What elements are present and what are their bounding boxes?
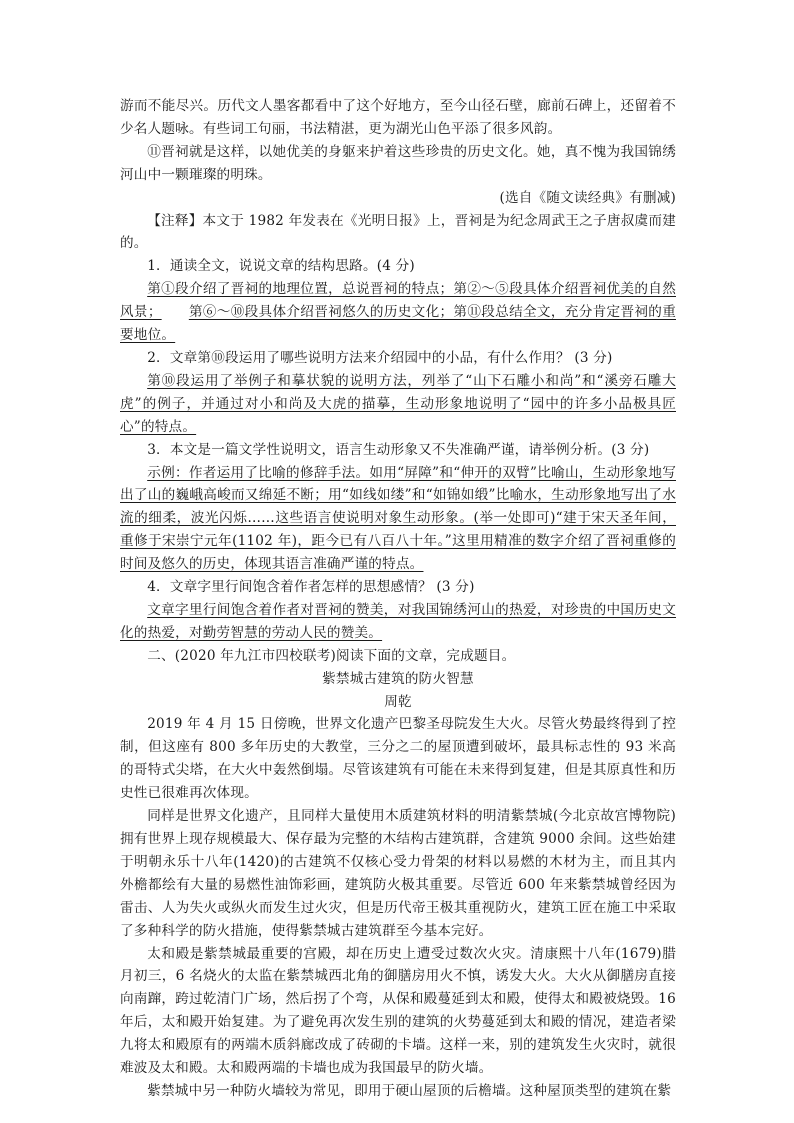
section-heading: 二、(2020 年九江市四校联考)阅读下面的文章，完成题目。	[147, 647, 516, 664]
question-4: 4．文章字里行间饱含着作者怎样的思想感情？ (3 分)	[147, 579, 475, 596]
question-3: 3．本文是一篇文学性说明文，语言生动形象又不失准确严谨，请举例分析。(3 分)	[147, 441, 650, 458]
article-paragraph: 太和殿是紫禁城最重要的宫殿，却在历史上遭受过数次火灾。清康熙十八年(1679)腊月初三，6 名烧火的太监在紫禁城西北角的御膳房用火不慎，诱发大火。大火从御膳房直接向南蹿，跨过乾清门广场，然后拐了个弯，从保和殿蔓延到太和殿，使得太和殿被烧毁。16 年后，太和殿开始复建。为了避免再次发生别的建筑的火势蔓延到太和殿的情况，建造者梁九将太和殿原有的两端木质斜廊改成了砖砌的卡墙。这样一来，别的建筑发生火灾时，就很难波及太和殿。太和殿两端的卡墙也成为我国最早的防火墙。	[120, 945, 676, 1077]
passage-paragraph: ⑪晋祠就是这样，以她优美的身躯来护着这些珍贵的历史文化。她，真不愧为我国锦绣河山中一颗璀璨的明珠。	[120, 143, 676, 183]
answer-2: 第⑩段运用了举例子和摹状貌的说明方法，列举了“山下石雕小和尚”和“溪旁石雕大虎”的例子，并通过对小和尚及大虎的描摹，生动形象地说明了“园中的许多小品极具匠心”的特点。	[120, 372, 676, 435]
question-2: 2．文章第⑩段运用了哪些说明方法来介绍园中的小品，有什么作用？ (3 分)	[147, 349, 613, 366]
passage-paragraph: 游而不能尽兴。历代文人墨客都看中了这个好地方，至今山径石壁，廊前石碑上，还留着不少名人题咏。有些词工句丽，书法精湛，更为湖光山色平添了很多风韵。	[120, 98, 676, 137]
answer-1-part1: 第①段介绍了晋祠的地理位置，总说晋祠的特点；第②～⑤段具体介绍晋祠优美的自然风景；	[120, 281, 676, 321]
article-title: 紫禁城古建筑的防火智慧	[322, 670, 474, 687]
article-author: 周乾	[384, 693, 412, 710]
article-paragraph: 同样是世界文化遗产，且同样大量使用木质建筑材料的明清紫禁城(今北京故宫博物院)拥有世界上现存规模最大、保存最为完整的木结构古建筑群，含建筑 9000 余间。这些始建于明朝永乐十八年(1420)的古建筑不仅核心受力骨架的材料以易燃的木材为主，而且其内外檐都绘有大量的易燃性油饰彩画，建筑防火极其重要。尽管近 600 年来紫禁城曾经因为雷击、人为失火或纵火而发生过火灾，但是历代帝王极其重视防火，建筑工匠在施工中采取了多种科学的防火措施，使得紫禁城古建筑群至今基本完好。	[120, 808, 676, 939]
question-1: 1．通读全文，说说文章的结构思路。(4 分)	[147, 258, 415, 275]
article-paragraph: 2019 年 4 月 15 日傍晚，世界文化遗产巴黎圣母院发生大火。尽管火势最终得到了控制，但这座有 800 多年历史的大教堂，三分之二的屋顶遭到破坏，最具标志性的 93 米高的哥特式尖塔，在大火中轰然倒塌。尽管该建筑有可能在未来得到复建，但是其原真性和历史性已很难再次体现。	[120, 716, 676, 802]
document-page	[120, 95, 676, 1103]
answer-4: 文章字里行间饱含着作者对晋祠的赞美，对我国锦绣河山的热爱，对珍贵的中国历史文化的热爱，对勤劳智慧的劳动人民的赞美。	[120, 601, 676, 641]
answer-1	[120, 278, 676, 347]
answer-3: 示例：作者运用了比喻的修辞手法。如用“屏障”和“伸开的双臂”比喻山，生动形象地写出了山的巍峨高峻而又绵延不断；用“如线如缕”和“如锦如缎”比喻水，生动形象地写出了水流的细柔，波光闪烁……这些语言使说明对象生动形象。(举一处即可)“建于宋天圣年间，重修于宋崇宁元年(1102 年)，距今已有八百八十年。”这里用精准的数字介绍了晋祠重修的时间及悠久的历史，体现其语言准确严谨的特点。	[120, 464, 676, 573]
article-paragraph: 紫禁城中另一种防火墙较为常见，即用于硬山屋顶的后檐墙。这种屋顶类型的建筑在紫	[147, 1082, 672, 1099]
source-citation: (选自《随文读经典》有删减)	[499, 189, 676, 206]
annotation-note: 【注释】本文于 1982 年发表在《光明日报》上，晋祠是为纪念周武王之子唐叔虞而建的。	[120, 212, 676, 252]
answer-1-part2: 第⑥～⑩段具体介绍晋祠悠久的历史文化；第⑪段总结全文，充分肯定晋祠的重要地位。	[120, 304, 676, 344]
